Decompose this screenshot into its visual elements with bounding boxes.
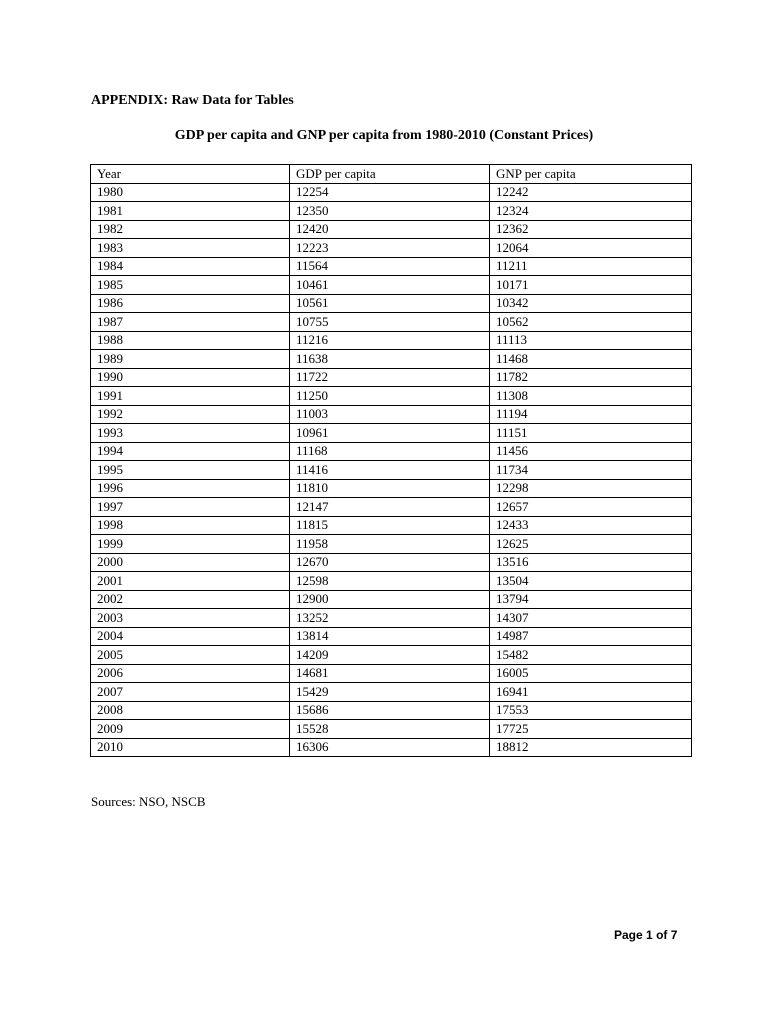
cell-gnp-per-capita: 11782 — [490, 368, 692, 387]
cell-gdp-per-capita: 11722 — [290, 368, 490, 387]
cell-year: 1983 — [91, 239, 290, 258]
table-header-row — [91, 165, 692, 184]
cell-gnp-per-capita: 12298 — [490, 479, 692, 498]
cell-year: 2006 — [91, 664, 290, 683]
table-header — [91, 165, 692, 184]
cell-gdp-per-capita: 13814 — [290, 627, 490, 646]
table-row — [91, 720, 692, 739]
cell-gnp-per-capita: 10562 — [490, 313, 692, 332]
table-row — [91, 498, 692, 517]
cell-gnp-per-capita: 10342 — [490, 294, 692, 313]
table-row — [91, 590, 692, 609]
cell-year: 1999 — [91, 535, 290, 554]
cell-gnp-per-capita: 11151 — [490, 424, 692, 443]
cell-gdp-per-capita: 14209 — [290, 646, 490, 665]
cell-gnp-per-capita: 11456 — [490, 442, 692, 461]
cell-year: 1985 — [91, 276, 290, 295]
cell-gdp-per-capita: 16306 — [290, 738, 490, 757]
cell-gnp-per-capita: 13794 — [490, 590, 692, 609]
cell-gdp-per-capita: 10461 — [290, 276, 490, 295]
cell-gdp-per-capita: 12350 — [290, 202, 490, 221]
table-row — [91, 313, 692, 332]
cell-gdp-per-capita: 11958 — [290, 535, 490, 554]
cell-gnp-per-capita: 12324 — [490, 202, 692, 221]
table-row — [91, 387, 692, 406]
table-row — [91, 701, 692, 720]
appendix-heading-rest: : Raw Data for Tables — [163, 93, 294, 108]
cell-year: 1994 — [91, 442, 290, 461]
table-row — [91, 738, 692, 757]
cell-gdp-per-capita: 12420 — [290, 220, 490, 239]
cell-year: 1981 — [91, 202, 290, 221]
table-row — [91, 516, 692, 535]
cell-gnp-per-capita: 12362 — [490, 220, 692, 239]
cell-year: 1982 — [91, 220, 290, 239]
cell-gdp-per-capita: 15429 — [290, 683, 490, 702]
cell-gdp-per-capita: 12223 — [290, 239, 490, 258]
table-row — [91, 461, 692, 480]
cell-year: 2004 — [91, 627, 290, 646]
cell-year: 2002 — [91, 590, 290, 609]
appendix-heading — [91, 93, 294, 109]
cell-gnp-per-capita: 18812 — [490, 738, 692, 757]
cell-gnp-per-capita: 16941 — [490, 683, 692, 702]
cell-gdp-per-capita: 11168 — [290, 442, 490, 461]
header-gdp-per-capita: GDP per capita — [290, 165, 490, 184]
table-row — [91, 239, 692, 258]
cell-year: 1995 — [91, 461, 290, 480]
table-title-text: GDP per capita and GNP per capita from 1980-2010 (Constant Prices) — [174, 128, 594, 143]
cell-year: 1993 — [91, 424, 290, 443]
cell-gdp-per-capita: 13252 — [290, 609, 490, 628]
cell-gdp-per-capita: 11638 — [290, 350, 490, 369]
cell-year: 2008 — [91, 701, 290, 720]
cell-gdp-per-capita: 12598 — [290, 572, 490, 591]
table-row — [91, 479, 692, 498]
cell-gnp-per-capita: 12242 — [490, 183, 692, 202]
table-row — [91, 405, 692, 424]
page-of: of — [656, 928, 668, 942]
table-row — [91, 183, 692, 202]
table-row — [91, 683, 692, 702]
sources-note: Sources: NSO, NSCB — [91, 794, 206, 809]
table-row — [91, 424, 692, 443]
cell-year: 1988 — [91, 331, 290, 350]
cell-gnp-per-capita: 17553 — [490, 701, 692, 720]
cell-gdp-per-capita: 12254 — [290, 183, 490, 202]
cell-gdp-per-capita: 15528 — [290, 720, 490, 739]
page-number — [614, 928, 677, 942]
cell-year: 2000 — [91, 553, 290, 572]
cell-gdp-per-capita: 10561 — [290, 294, 490, 313]
table-row — [91, 646, 692, 665]
cell-year: 1992 — [91, 405, 290, 424]
cell-gnp-per-capita: 12625 — [490, 535, 692, 554]
cell-gdp-per-capita: 12147 — [290, 498, 490, 517]
table-row — [91, 331, 692, 350]
header-gnp-per-capita: GNP per capita — [490, 165, 692, 184]
header-year: Year — [91, 165, 290, 184]
cell-year: 2010 — [91, 738, 290, 757]
raw-data-table — [90, 164, 692, 757]
table-title — [0, 128, 768, 144]
cell-year: 1991 — [91, 387, 290, 406]
table-row — [91, 664, 692, 683]
cell-gnp-per-capita: 11194 — [490, 405, 692, 424]
cell-gnp-per-capita: 11211 — [490, 257, 692, 276]
cell-year: 1989 — [91, 350, 290, 369]
cell-gdp-per-capita: 10961 — [290, 424, 490, 443]
table-row — [91, 257, 692, 276]
table-row — [91, 572, 692, 591]
cell-gnp-per-capita: 14987 — [490, 627, 692, 646]
cell-gnp-per-capita: 11113 — [490, 331, 692, 350]
cell-year: 1984 — [91, 257, 290, 276]
table-row — [91, 294, 692, 313]
table-row — [91, 202, 692, 221]
page-current: 1 — [646, 928, 653, 942]
table-row — [91, 442, 692, 461]
table-row — [91, 368, 692, 387]
cell-gdp-per-capita: 15686 — [290, 701, 490, 720]
page-total: 7 — [670, 928, 678, 942]
cell-year: 2001 — [91, 572, 290, 591]
cell-year: 1998 — [91, 516, 290, 535]
cell-gnp-per-capita: 11468 — [490, 350, 692, 369]
table-row — [91, 220, 692, 239]
cell-gnp-per-capita: 15482 — [490, 646, 692, 665]
cell-gdp-per-capita: 14681 — [290, 664, 490, 683]
table-row — [91, 553, 692, 572]
table-row — [91, 627, 692, 646]
cell-gdp-per-capita: 12900 — [290, 590, 490, 609]
table-row — [91, 350, 692, 369]
cell-gdp-per-capita: 11250 — [290, 387, 490, 406]
cell-gdp-per-capita: 11815 — [290, 516, 490, 535]
cell-gnp-per-capita: 10171 — [490, 276, 692, 295]
cell-gdp-per-capita: 12670 — [290, 553, 490, 572]
cell-gnp-per-capita: 11308 — [490, 387, 692, 406]
cell-gdp-per-capita: 11810 — [290, 479, 490, 498]
cell-year: 1997 — [91, 498, 290, 517]
cell-year: 2003 — [91, 609, 290, 628]
cell-gnp-per-capita: 17725 — [490, 720, 692, 739]
cell-year: 2009 — [91, 720, 290, 739]
cell-year: 2005 — [91, 646, 290, 665]
cell-gnp-per-capita: 13504 — [490, 572, 692, 591]
cell-year: 2007 — [91, 683, 290, 702]
cell-gnp-per-capita: 14307 — [490, 609, 692, 628]
cell-gnp-per-capita: 16005 — [490, 664, 692, 683]
cell-gdp-per-capita: 11564 — [290, 257, 490, 276]
cell-gnp-per-capita: 13516 — [490, 553, 692, 572]
cell-gnp-per-capita: 12433 — [490, 516, 692, 535]
cell-gnp-per-capita: 12064 — [490, 239, 692, 258]
cell-year: 1980 — [91, 183, 290, 202]
cell-gdp-per-capita: 10755 — [290, 313, 490, 332]
cell-year: 1986 — [91, 294, 290, 313]
cell-gdp-per-capita: 11003 — [290, 405, 490, 424]
cell-gdp-per-capita: 11216 — [290, 331, 490, 350]
cell-gdp-per-capita: 11416 — [290, 461, 490, 480]
table-body — [91, 183, 692, 757]
page-label: Page — [614, 928, 643, 942]
cell-year: 1987 — [91, 313, 290, 332]
table-row — [91, 535, 692, 554]
table-row — [91, 276, 692, 295]
cell-gnp-per-capita: 12657 — [490, 498, 692, 517]
table-row — [91, 609, 692, 628]
cell-year: 1990 — [91, 368, 290, 387]
cell-gnp-per-capita: 11734 — [490, 461, 692, 480]
appendix-heading-prefix: APPENDIX — [91, 93, 164, 108]
cell-year: 1996 — [91, 479, 290, 498]
